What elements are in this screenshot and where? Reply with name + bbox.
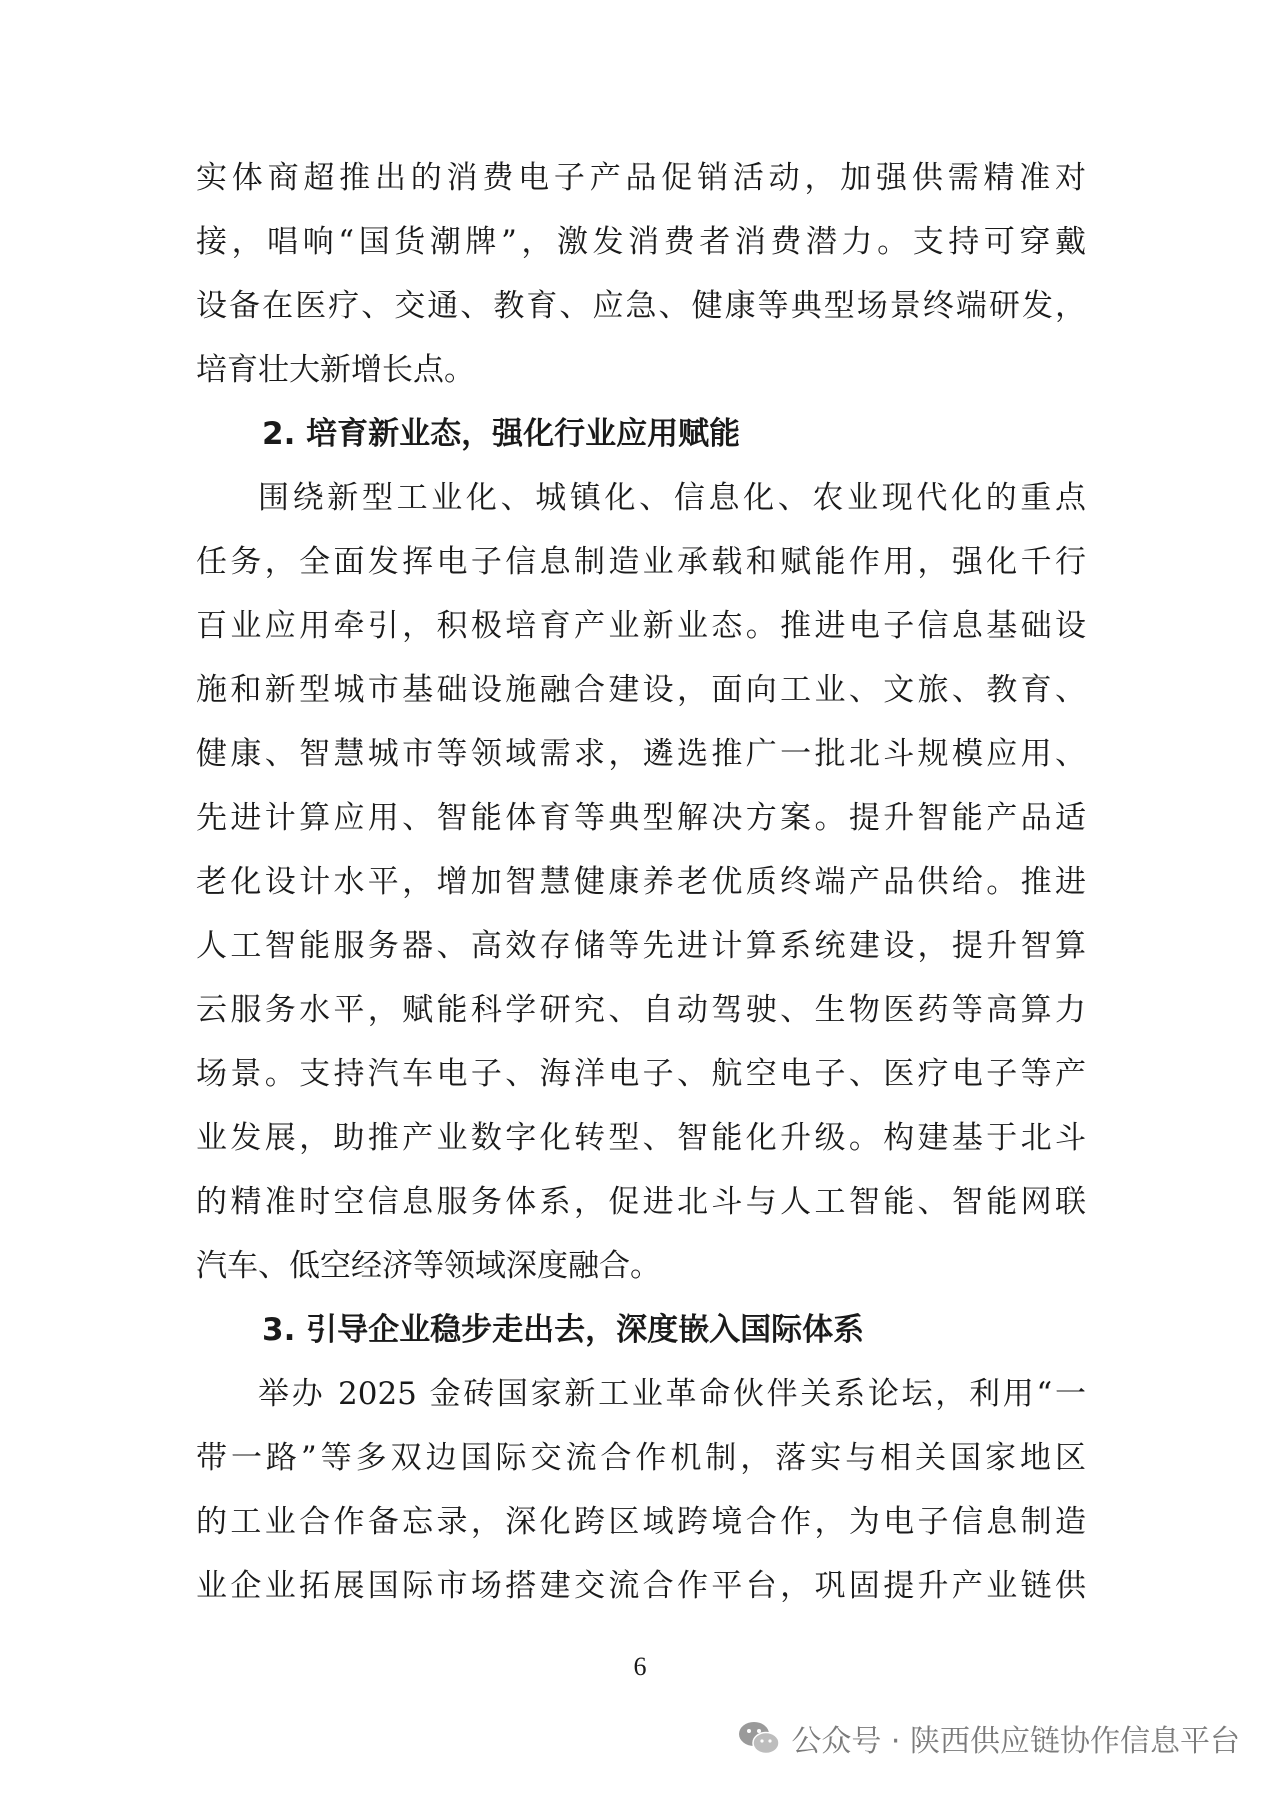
text-line: 培育壮大新增长点。 <box>196 352 475 388</box>
watermark-label: 公众号 · 陕西供应链协作信息平台 <box>791 1724 1240 1759</box>
watermark <box>737 1716 1240 1760</box>
text-line: 健康、智慧城市等领域需求，遴选推广一批北斗规模应用、 <box>196 736 1086 772</box>
text-line: 带一路”等多双边国际交流合作机制，落实与相关国家地区 <box>196 1440 1086 1476</box>
text-line: 实体商超推出的消费电子产品促销活动，加强供需精准对 <box>196 160 1086 196</box>
text-line: 先进计算应用、智能体育等典型解决方案。提升智能产品适 <box>196 800 1086 836</box>
text-line: 举办 2025 金砖国家新工业革命伙伴关系论坛，利用“一 <box>258 1376 1086 1412</box>
text-line: 设备在医疗、交通、教育、应急、健康等典型场景终端研发， <box>196 288 1086 324</box>
section-heading: 2. 培育新业态，强化行业应用赋能 <box>262 416 741 452</box>
text-line: 汽车、低空经济等领域深度融合。 <box>196 1248 661 1284</box>
text-line: 任务，全面发挥电子信息制造业承载和赋能作用，强化千行 <box>196 544 1086 580</box>
text-line: 业发展，助推产业数字化转型、智能化升级。构建基于北斗 <box>196 1120 1086 1156</box>
body-text <box>196 146 1086 1618</box>
text-line: 业企业拓展国际市场搭建交流合作平台，巩固提升产业链供 <box>196 1568 1086 1604</box>
text-line: 云服务水平，赋能科学研究、自动驾驶、生物医药等高算力 <box>196 992 1086 1028</box>
section-heading: 3. 引导企业稳步走出去，深度嵌入国际体系 <box>262 1312 865 1348</box>
text-line: 围绕新型工业化、城镇化、信息化、农业现代化的重点 <box>258 480 1086 516</box>
text-line: 的精准时空信息服务体系，促进北斗与人工智能、智能网联 <box>196 1184 1086 1220</box>
wechat-icon <box>737 1719 781 1757</box>
text-line: 施和新型城市基础设施融合建设，面向工业、文旅、教育、 <box>196 672 1086 708</box>
text-line: 老化设计水平，增加智慧健康养老优质终端产品供给。推进 <box>196 864 1086 900</box>
text-line: 人工智能服务器、高效存储等先进计算系统建设，提升智算 <box>196 928 1086 964</box>
text-line: 百业应用牵引，积极培育产业新业态。推进电子信息基础设 <box>196 608 1086 644</box>
text-line: 的工业合作备忘录，深化跨区域跨境合作，为电子信息制造 <box>196 1504 1086 1540</box>
text-line: 场景。支持汽车电子、海洋电子、航空电子、医疗电子等产 <box>196 1056 1086 1092</box>
page-number: 6 <box>633 1652 647 1681</box>
text-line: 接，唱响“国货潮牌”，激发消费者消费潜力。支持可穿戴 <box>196 224 1086 260</box>
